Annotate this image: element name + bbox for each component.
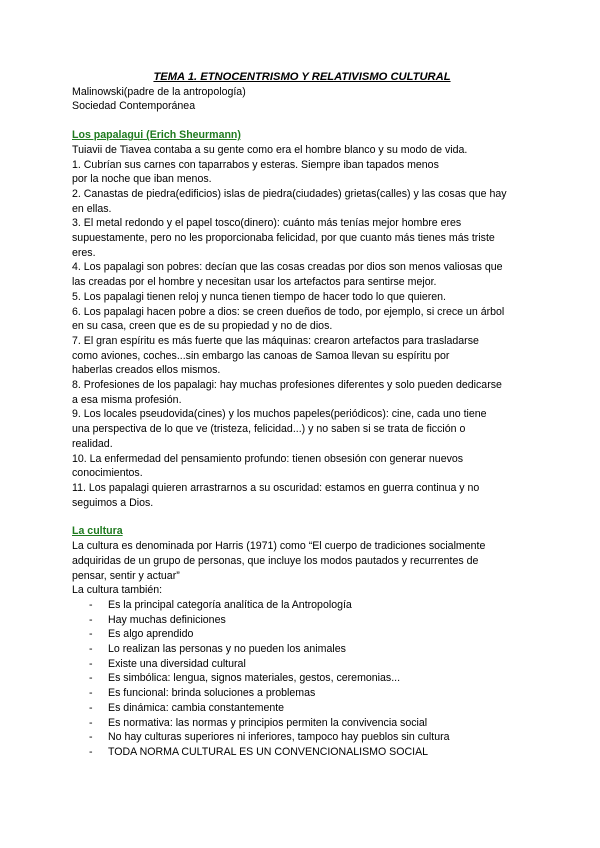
intro-line-1: Malinowski(padre de la antropología) — [72, 85, 246, 98]
text-line: eres. — [72, 246, 96, 259]
list-item-text: TODA NORMA CULTURAL ES UN CONVENCIONALISMO SOCIAL — [108, 745, 429, 758]
bullet-dash: - — [89, 701, 93, 714]
list-item — [72, 730, 532, 745]
list-item-text: Hay muchas definiciones — [108, 613, 226, 626]
bullet-dash: - — [89, 687, 93, 700]
text-line: 1. Cubrían sus carnes con taparrabos y esteras. Siempre iban tapados menos — [72, 158, 439, 171]
list-item — [72, 598, 532, 613]
list-item — [72, 701, 532, 716]
list-item-text: Existe una diversidad cultural — [108, 657, 246, 670]
text-line: 7. El gran espíritu es más fuerte que las máquinas: crearon artefactos para trasladarse — [72, 334, 479, 347]
text-line: seguimos a Dios. — [72, 496, 154, 509]
list-item — [72, 716, 532, 731]
section-body-cultura — [72, 539, 532, 760]
text-line: como aviones, coches...sin embargo las canoas de Samoa llevan su espíritu por — [72, 349, 450, 362]
text-line: adquiridas de un grupo de personas, que incluye los modos pautados y recurrentes de — [72, 554, 479, 567]
text-line: conocimientos. — [72, 467, 143, 480]
list-item — [72, 745, 532, 760]
list-item-text: Lo realizan las personas y no pueden los animales — [108, 643, 346, 656]
bullet-dash: - — [89, 745, 93, 758]
text-line: haberlas creados ellos mismos. — [72, 364, 221, 377]
list-item-text: Es normativa: las normas y principios permiten la convivencia social — [108, 716, 428, 729]
section-heading-papalagui: Los papalagui (Erich Sheurmann) — [72, 129, 241, 142]
text-line: Tuiavii de Tiavea contaba a su gente como era el hombre blanco y su modo de vida. — [72, 143, 468, 156]
text-line: 4. Los papalagi son pobres: decían que las cosas creadas por dios son menos valiosas que — [72, 261, 503, 274]
section-heading-cultura: La cultura — [72, 525, 123, 538]
list-item — [72, 671, 532, 686]
text-line: pensar, sentir y actuar” — [72, 569, 180, 582]
bullet-dash: - — [89, 598, 93, 611]
document-title: TEMA 1. ETNOCENTRISMO Y RELATIVISMO CULTURAL — [153, 71, 451, 83]
text-line: en ellas. — [72, 202, 112, 215]
section-body-papalagui — [72, 143, 532, 511]
list-item-text: Es simbólica: lengua, signos materiales, gestos, ceremonias... — [108, 672, 401, 685]
text-line: 10. La enfermedad del pensamiento profundo: tienen obsesión con generar nuevos — [72, 452, 464, 465]
text-line: 5. Los papalagi tienen reloj y nunca tienen tiempo de hacer todo lo que quieren. — [72, 290, 446, 303]
list-item — [72, 686, 532, 701]
bullet-dash: - — [89, 716, 93, 729]
list-item — [72, 642, 532, 657]
list-item-text: Es la principal categoría analítica de la Antropología — [108, 598, 352, 611]
text-line: La cultura es denominada por Harris (1971) como “El cuerpo de tradiciones socialmente — [72, 540, 486, 553]
list-item — [72, 657, 532, 672]
list-item — [72, 613, 532, 628]
text-line: las creadas por el hombre y necesitan usar los artefactos para sentirse mejor. — [72, 276, 437, 289]
list-item-text: Es algo aprendido — [108, 628, 194, 641]
text-line: a esa misma profesión. — [72, 393, 182, 406]
text-line: realidad. — [72, 437, 113, 450]
text-line: 11. Los papalagi quieren arrastrarnos a su oscuridad: estamos en guerra continua y no — [72, 481, 480, 494]
bullet-dash: - — [89, 643, 93, 656]
bullet-dash: - — [89, 628, 93, 641]
text-line: supuestamente, pero no les proporcionaba felicidad, por que cuanto más tienes más triste — [72, 232, 495, 245]
text-line: La cultura también: — [72, 584, 163, 597]
text-line: una perspectiva de lo que ve (tristeza, felicidad...) y no saben si se trata de ficción o — [72, 423, 466, 436]
list-item-text: Es funcional: brinda soluciones a problemas — [108, 687, 316, 700]
text-line: 8. Profesiones de los papalagi: hay muchas profesiones diferentes y solo pueden dedicarse — [72, 379, 502, 392]
document-page — [72, 70, 532, 760]
bullet-dash: - — [89, 613, 93, 626]
bullet-dash: - — [89, 672, 93, 685]
bullet-dash: - — [89, 657, 93, 670]
text-line: en su casa, creen que es de su propiedad y no de dios. — [72, 320, 333, 333]
list-item — [72, 627, 532, 642]
text-line: 9. Los locales pseudovida(cines) y los muchos papeles(periódicos): cine, cada uno tiene — [72, 408, 487, 421]
text-line: por la noche que iban menos. — [72, 173, 212, 186]
text-line: 6. Los papalagi hacen pobre a dios: se creen dueños de todo, por ejemplo, si crece un árbol — [72, 305, 505, 318]
text-line: 2. Canastas de piedra(edificios) islas de piedra(ciudades) grietas(calles) y las cosas que hay — [72, 187, 507, 200]
list-item-text: No hay culturas superiores ni inferiores, tampoco hay pueblos sin cultura — [108, 731, 450, 744]
text-line: 3. El metal redondo y el papel tosco(dinero): cuánto más tenías mejor hombre eres — [72, 217, 462, 230]
bullet-dash: - — [89, 731, 93, 744]
list-item-text: Es dinámica: cambia constantemente — [108, 701, 285, 714]
cultura-bullet-list — [72, 598, 532, 760]
intro-line-2: Sociedad Contemporánea — [72, 100, 196, 113]
